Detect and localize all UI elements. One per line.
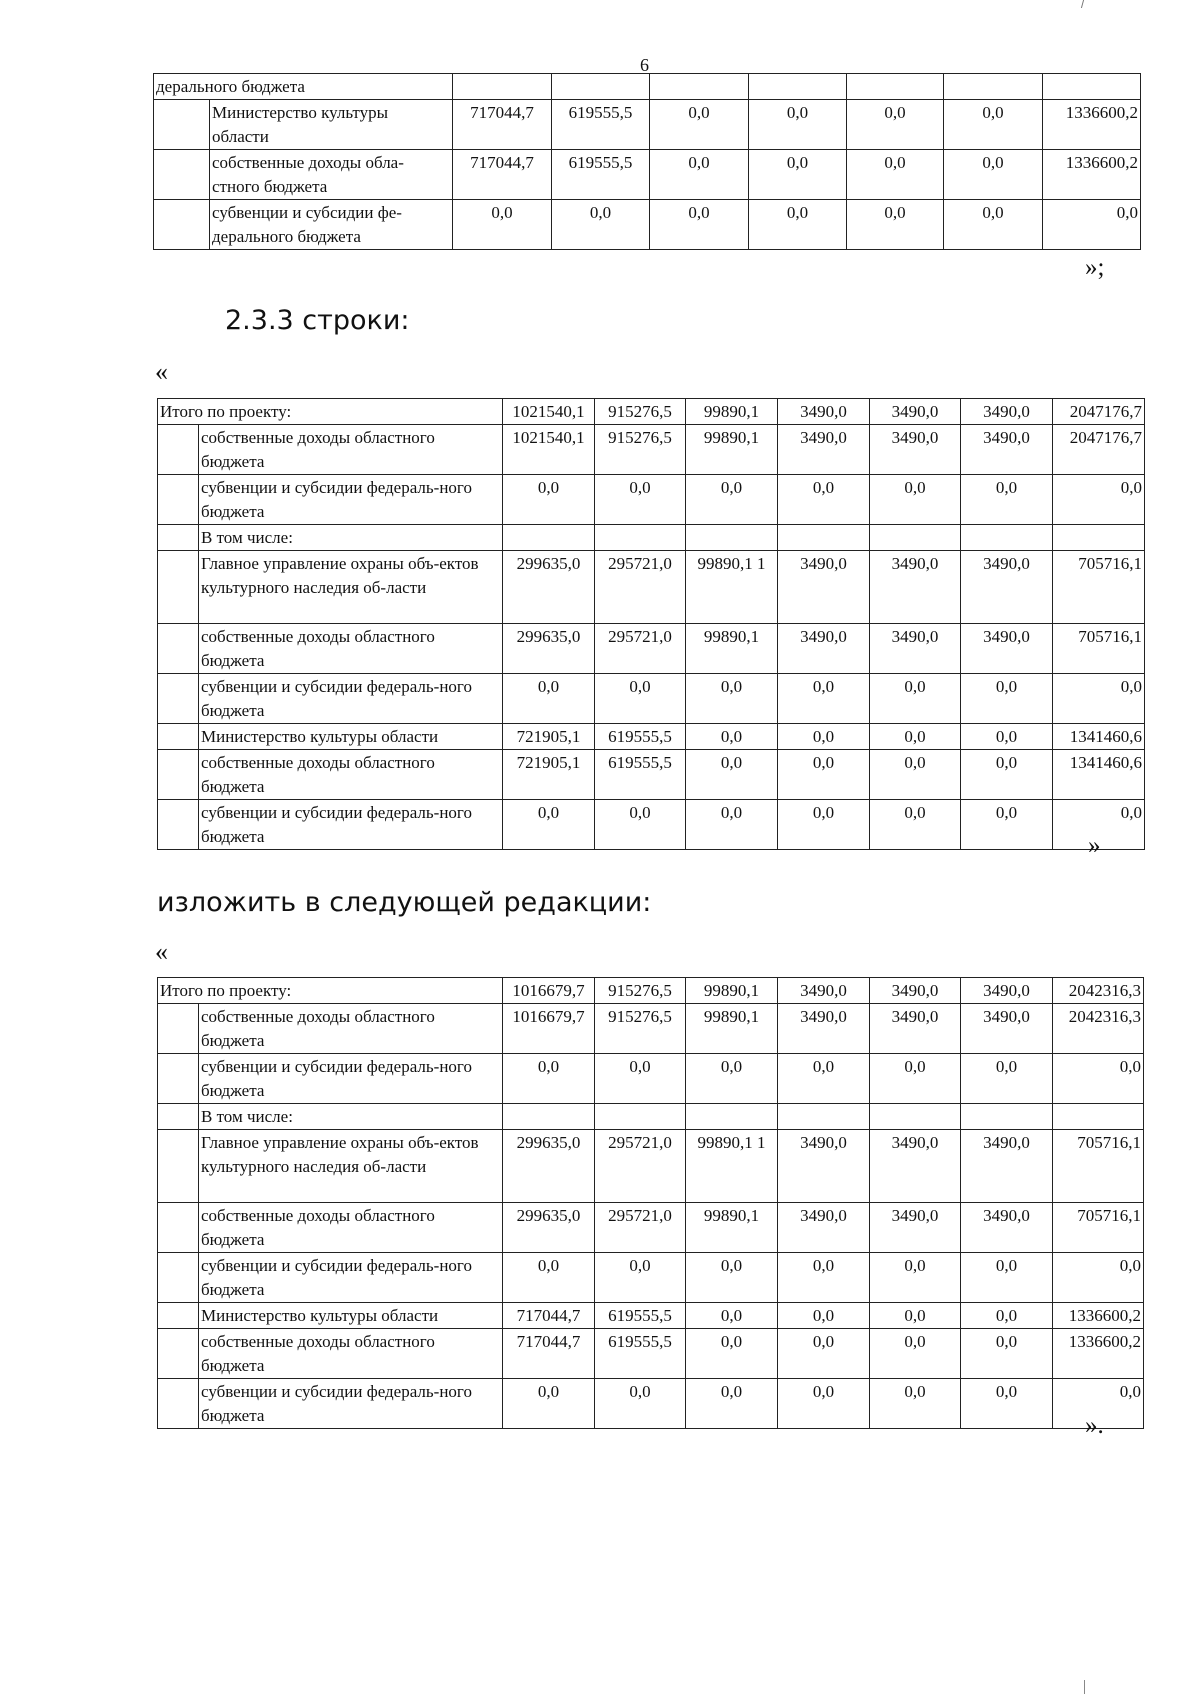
table-row [158,978,1144,1004]
value-cell: 0,0 [686,750,778,800]
indent-cell [158,1004,199,1054]
value-cell: 0,0 [686,674,778,724]
value-cell: 0,0 [778,1303,870,1329]
value-cell: 2042316,3 [1053,1004,1144,1054]
opening-quote-mark: « [155,357,168,386]
value-cell [749,74,847,100]
budget-table-new [157,977,1144,1429]
table-row [154,74,1141,100]
value-cell [1053,1104,1144,1130]
row-label: Итого по проекту: [158,978,503,1004]
indent-cell [158,425,199,475]
closing-quote-mark: »; [1085,254,1105,281]
value-cell [552,74,650,100]
value-cell: 0,0 [686,1303,778,1329]
budget-table-current [157,398,1145,850]
value-cell: 3490,0 [778,399,870,425]
row-label: субвенции и субсидии федераль-ного бюджета [199,800,503,850]
indent-cell [158,750,199,800]
table-row [158,399,1145,425]
value-cell: 3490,0 [778,1130,870,1203]
row-label: собственные доходы областного бюджета [199,750,503,800]
indent-cell [158,1253,199,1303]
row-label: собственные доходы областного бюджета [199,1203,503,1253]
value-cell: 0,0 [961,1054,1053,1104]
table-row [158,1054,1144,1104]
value-cell: 717044,7 [503,1329,595,1379]
table-row [158,1253,1144,1303]
table-row [158,674,1145,724]
value-cell: 99890,1 [686,425,778,475]
value-cell: 0,0 [595,1054,686,1104]
scan-mark [1081,0,1087,8]
value-cell: 0,0 [503,1054,595,1104]
value-cell [778,1104,870,1130]
value-cell: 0,0 [1043,200,1141,250]
indent-cell [158,1054,199,1104]
value-cell: 99890,1 [686,1004,778,1054]
value-cell: 0,0 [870,674,961,724]
value-cell: 0,0 [686,1253,778,1303]
indent-cell [154,150,210,200]
value-cell [1043,74,1141,100]
value-cell: 0,0 [1053,1253,1144,1303]
value-cell: 3490,0 [961,425,1053,475]
value-cell: 0,0 [778,724,870,750]
value-cell: 0,0 [686,1054,778,1104]
value-cell: 619555,5 [595,724,686,750]
row-label: Главное управление охраны объ-ектов культурного наследия об-ласти [199,1130,503,1203]
table-row [158,475,1145,525]
value-cell: 99890,1 [686,1203,778,1253]
value-cell: 717044,7 [453,100,552,150]
table-row [158,1203,1144,1253]
value-cell: 0,0 [1053,674,1145,724]
closing-quote-mark: » [1088,832,1101,859]
indent-cell [158,475,199,525]
indent-cell [158,1203,199,1253]
value-cell: 1016679,7 [503,978,595,1004]
value-cell: 0,0 [595,1253,686,1303]
closing-quote-mark: ». [1085,1412,1104,1439]
indent-cell [158,525,199,551]
value-cell: 717044,7 [453,150,552,200]
value-cell: 0,0 [961,750,1053,800]
value-cell: 721905,1 [503,724,595,750]
value-cell: 1336600,2 [1053,1303,1144,1329]
value-cell: 3490,0 [870,1203,961,1253]
table-row [158,425,1145,475]
value-cell: 3490,0 [961,551,1053,624]
value-cell: 0,0 [650,200,749,250]
value-cell: 99890,1 [686,399,778,425]
value-cell: 0,0 [503,1253,595,1303]
value-cell [503,1104,595,1130]
value-cell: 0,0 [650,150,749,200]
value-cell: 0,0 [847,150,944,200]
value-cell: 0,0 [503,674,595,724]
indent-cell [158,1104,199,1130]
value-cell [778,525,870,551]
indent-cell [158,1379,199,1429]
value-cell: 1341460,6 [1053,750,1145,800]
value-cell: 99890,1 1 [686,1130,778,1203]
value-cell [870,1104,961,1130]
value-cell: 1021540,1 [503,399,595,425]
value-cell: 0,0 [503,1379,595,1429]
value-cell: 0,0 [870,1054,961,1104]
value-cell: 0,0 [778,750,870,800]
value-cell: 619555,5 [595,1329,686,1379]
row-label: дерального бюджета [154,74,453,100]
value-cell: 0,0 [1053,475,1145,525]
value-cell: 0,0 [503,800,595,850]
value-cell: 1016679,7 [503,1004,595,1054]
row-label: Главное управление охраны объ-ектов культурного наследия об-ласти [199,551,503,624]
value-cell: 0,0 [595,800,686,850]
value-cell: 3490,0 [870,425,961,475]
value-cell: 0,0 [870,750,961,800]
table-row [154,100,1141,150]
value-cell: 0,0 [778,1379,870,1429]
indent-cell [158,1303,199,1329]
value-cell: 0,0 [686,800,778,850]
value-cell: 0,0 [1053,1054,1144,1104]
value-cell: 1021540,1 [503,425,595,475]
page-number: 6 [640,55,649,75]
value-cell: 0,0 [595,475,686,525]
value-cell: 915276,5 [595,425,686,475]
table-row [158,1004,1144,1054]
row-label: субвенции и субсидии федераль-ного бюджета [199,1253,503,1303]
table-row [158,1379,1144,1429]
indent-cell [158,624,199,674]
value-cell: 3490,0 [961,624,1053,674]
value-cell [686,1104,778,1130]
value-cell: 0,0 [870,475,961,525]
value-cell [944,74,1043,100]
value-cell [961,525,1053,551]
value-cell: 705716,1 [1053,551,1145,624]
value-cell: 0,0 [778,1054,870,1104]
value-cell: 295721,0 [595,1203,686,1253]
value-cell: 3490,0 [961,1130,1053,1203]
row-label: субвенции и субсидии федераль-ного бюджета [199,1054,503,1104]
row-label: собственные доходы областного бюджета [199,425,503,475]
value-cell: 295721,0 [595,624,686,674]
value-cell: 619555,5 [552,150,650,200]
indent-cell [158,1329,199,1379]
value-cell: 705716,1 [1053,624,1145,674]
value-cell [847,74,944,100]
row-label: собственные доходы областного бюджета [199,1004,503,1054]
value-cell: 3490,0 [870,551,961,624]
value-cell: 0,0 [595,1379,686,1429]
value-cell: 0,0 [870,1329,961,1379]
value-cell: 0,0 [778,475,870,525]
table-row [158,1104,1144,1130]
value-cell: 3490,0 [870,1130,961,1203]
value-cell: 0,0 [686,1329,778,1379]
value-cell [870,525,961,551]
value-cell: 915276,5 [595,399,686,425]
value-cell: 0,0 [847,100,944,150]
value-cell: 299635,0 [503,1203,595,1253]
row-label: собственные доходы обла-стного бюджета [210,150,453,200]
value-cell: 3490,0 [778,551,870,624]
value-cell: 3490,0 [961,399,1053,425]
value-cell: 0,0 [778,1253,870,1303]
section-heading: 2.3.3 строки: [225,305,410,336]
row-label: В том числе: [199,1104,503,1130]
value-cell: 1336600,2 [1043,150,1141,200]
value-cell: 0,0 [1053,800,1145,850]
value-cell: 295721,0 [595,1130,686,1203]
row-label: субвенции и субсидии федераль-ного бюджета [199,475,503,525]
value-cell: 1336600,2 [1043,100,1141,150]
value-cell: 299635,0 [503,1130,595,1203]
value-cell: 0,0 [961,1253,1053,1303]
table-row [158,551,1145,624]
value-cell: 99890,1 [686,624,778,674]
value-cell: 2042316,3 [1053,978,1144,1004]
value-cell: 0,0 [870,1253,961,1303]
value-cell: 0,0 [595,674,686,724]
row-label: Итого по проекту: [158,399,503,425]
budget-table-continuation [153,73,1141,250]
value-cell: 0,0 [749,150,847,200]
value-cell: 0,0 [870,800,961,850]
table-row [158,750,1145,800]
value-cell: 915276,5 [595,1004,686,1054]
indent-cell [158,551,199,624]
value-cell: 0,0 [870,724,961,750]
value-cell: 3490,0 [778,624,870,674]
table-row [158,724,1145,750]
value-cell: 1341460,6 [1053,724,1145,750]
value-cell: 0,0 [749,200,847,250]
value-cell: 99890,1 [686,978,778,1004]
opening-quote-mark: « [155,937,168,966]
value-cell [503,525,595,551]
row-label: собственные доходы областного бюджета [199,624,503,674]
value-cell: 0,0 [749,100,847,150]
table-row [158,1303,1144,1329]
value-cell: 0,0 [778,800,870,850]
value-cell [1053,525,1145,551]
value-cell: 2047176,7 [1053,425,1145,475]
value-cell: 2047176,7 [1053,399,1145,425]
value-cell: 0,0 [961,1303,1053,1329]
indent-cell [158,1130,199,1203]
value-cell: 0,0 [961,475,1053,525]
table-row [158,1130,1144,1203]
row-label: субвенции и субсидии федераль-ного бюджета [199,1379,503,1429]
value-cell: 0,0 [961,800,1053,850]
value-cell: 3490,0 [778,425,870,475]
value-cell: 3490,0 [870,624,961,674]
row-label: Министерство культуры области [210,100,453,150]
value-cell: 0,0 [1053,1379,1144,1429]
value-cell: 3490,0 [870,399,961,425]
value-cell: 0,0 [686,1379,778,1429]
value-cell: 717044,7 [503,1303,595,1329]
value-cell: 3490,0 [778,1203,870,1253]
value-cell: 3490,0 [961,1203,1053,1253]
value-cell: 0,0 [944,150,1043,200]
indent-cell [154,100,210,150]
value-cell: 3490,0 [961,978,1053,1004]
value-cell: 721905,1 [503,750,595,800]
value-cell: 0,0 [778,1329,870,1379]
value-cell: 299635,0 [503,551,595,624]
table-row [158,800,1145,850]
value-cell: 619555,5 [552,100,650,150]
value-cell: 0,0 [961,1329,1053,1379]
row-label: Министерство культуры области [199,1303,503,1329]
table-row [158,624,1145,674]
value-cell: 0,0 [944,200,1043,250]
indent-cell [158,724,199,750]
value-cell: 3490,0 [961,1004,1053,1054]
value-cell: 0,0 [944,100,1043,150]
value-cell: 705716,1 [1053,1130,1144,1203]
table-row [158,525,1145,551]
value-cell: 1336600,2 [1053,1329,1144,1379]
indent-cell [158,800,199,850]
value-cell [595,525,686,551]
value-cell: 0,0 [650,100,749,150]
replace-heading: изложить в следующей редакции: [157,887,652,918]
value-cell: 0,0 [778,674,870,724]
value-cell: 0,0 [686,475,778,525]
value-cell: 299635,0 [503,624,595,674]
value-cell: 619555,5 [595,750,686,800]
indent-cell [154,200,210,250]
row-label: собственные доходы областного бюджета [199,1329,503,1379]
value-cell: 705716,1 [1053,1203,1144,1253]
row-label: Министерство культуры области [199,724,503,750]
value-cell: 0,0 [552,200,650,250]
value-cell: 3490,0 [778,1004,870,1054]
value-cell: 0,0 [961,724,1053,750]
row-label: В том числе: [199,525,503,551]
table-row [154,200,1141,250]
value-cell [686,525,778,551]
row-label: субвенции и субсидии фе-дерального бюджета [210,200,453,250]
indent-cell [158,674,199,724]
value-cell: 0,0 [870,1303,961,1329]
value-cell: 0,0 [453,200,552,250]
value-cell: 915276,5 [595,978,686,1004]
value-cell: 0,0 [847,200,944,250]
value-cell [453,74,552,100]
value-cell: 3490,0 [870,978,961,1004]
value-cell [961,1104,1053,1130]
value-cell [650,74,749,100]
value-cell: 99890,1 1 [686,551,778,624]
value-cell: 0,0 [961,674,1053,724]
value-cell: 0,0 [870,1379,961,1429]
value-cell: 3490,0 [870,1004,961,1054]
value-cell: 0,0 [503,475,595,525]
table-row [154,150,1141,200]
value-cell: 295721,0 [595,551,686,624]
value-cell: 619555,5 [595,1303,686,1329]
scan-mark [1084,1680,1088,1694]
value-cell: 0,0 [686,724,778,750]
value-cell [595,1104,686,1130]
table-row [158,1329,1144,1379]
value-cell: 3490,0 [778,978,870,1004]
value-cell: 0,0 [961,1379,1053,1429]
row-label: субвенции и субсидии федераль-ного бюджета [199,674,503,724]
